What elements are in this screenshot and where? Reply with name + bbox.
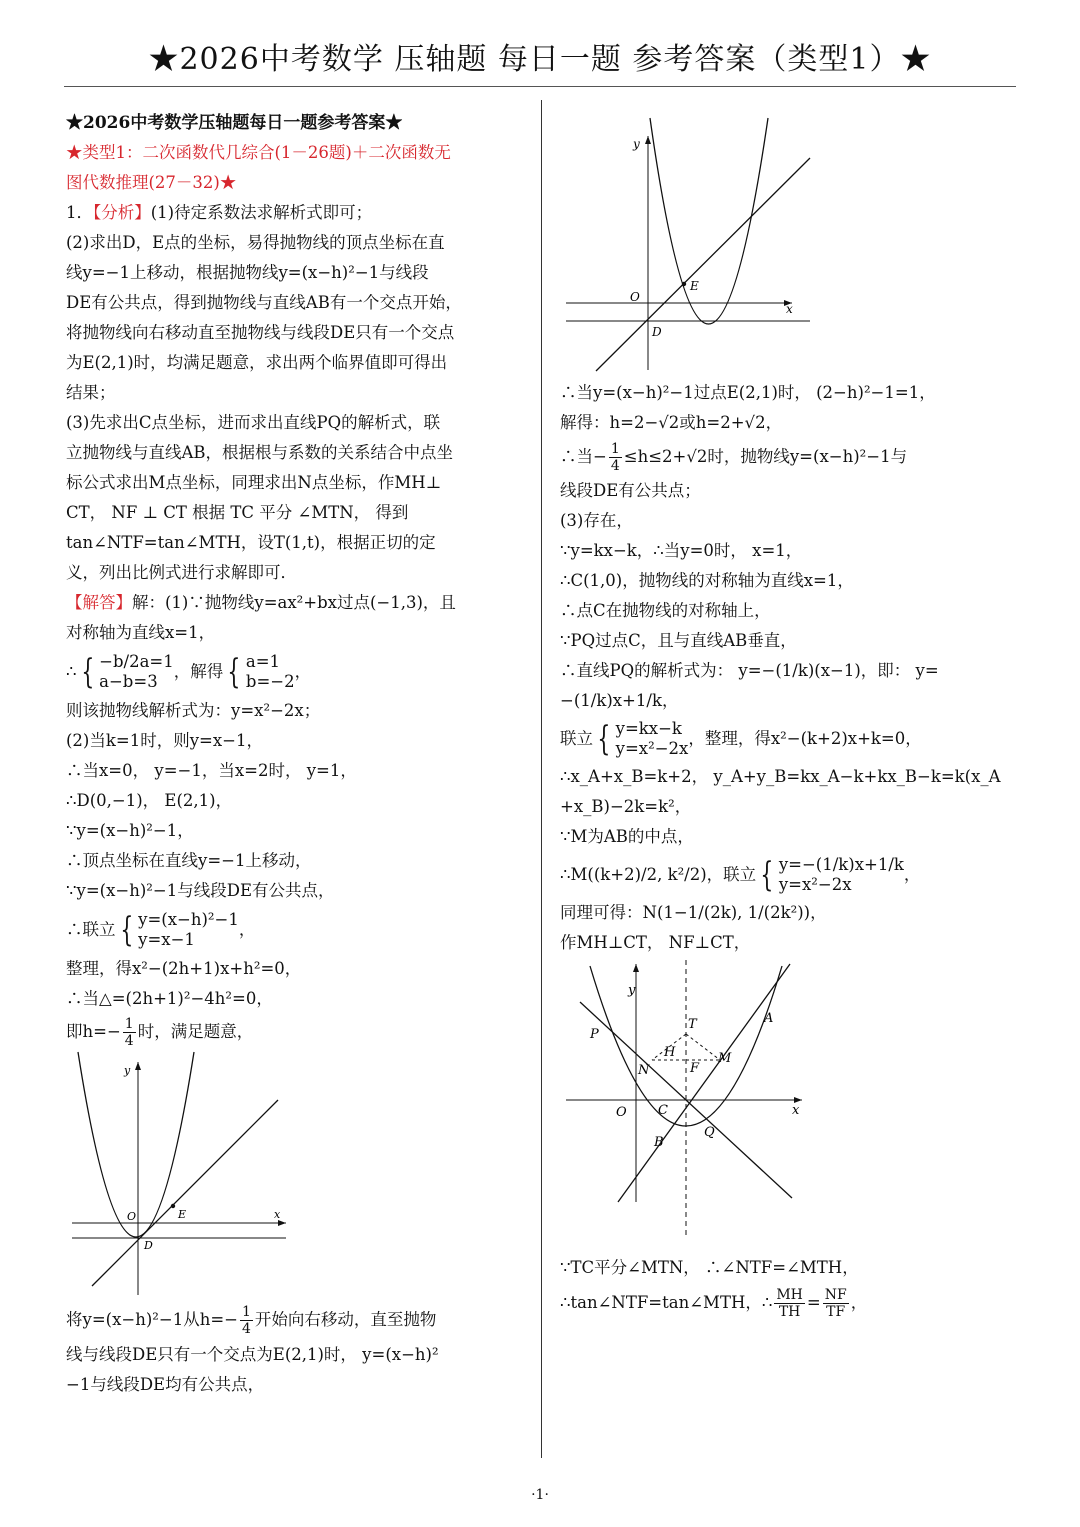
page-title: ★2026中考数学 压轴题 每日一题 参考答案（类型1）★ (148, 42, 932, 77)
answer-heading: ★2026中考数学压轴题每日一题参考答案★ (66, 113, 403, 133)
tan-prefix: ∴tan∠NTF=tan∠MTH，∴ (560, 1293, 773, 1312)
solution-text: 解：(1)∵抛物线y=ax²+bx过点(−1,3)，且 (132, 593, 456, 612)
h-value-line (66, 1014, 524, 1050)
tan-line (560, 1283, 1020, 1323)
analysis-p2-line: 线y=−1上移动，根据抛物线y=(x−h)²−1与线段 (66, 263, 429, 282)
equation-system (116, 910, 239, 950)
figure-3-graph (560, 958, 820, 1253)
point-e (682, 282, 686, 286)
r3-suffix: ≤h≤2+√2时，抛物线y=(x−h)²−1与 (623, 447, 908, 466)
part3-line: ∵PQ过点C，且与直线AB垂直， (560, 631, 797, 650)
line-de (596, 158, 810, 371)
fraction-denominator: 4 (124, 1032, 134, 1049)
move-line-3: −1与线段DE均有公共点， (66, 1375, 265, 1394)
equals-sign: = (806, 1293, 821, 1312)
r4-line: 线段DE有公共点； (560, 481, 701, 500)
system-row: y=x−1 (138, 930, 195, 949)
solution-system (223, 652, 294, 692)
system-row: y=−(1/k)x+1/k (778, 855, 904, 874)
label-y: y (124, 1064, 131, 1077)
fraction (823, 1287, 849, 1320)
lian-line (560, 716, 1020, 762)
m-coord-line (560, 852, 1020, 898)
parabola (650, 118, 768, 324)
right-column (560, 108, 1020, 1323)
page-number: ·1· (531, 1487, 549, 1503)
punct: ， (903, 865, 921, 884)
figure-2-graph (560, 108, 820, 378)
fraction-numerator: 1 (610, 440, 620, 457)
simplify-line: 整理，得x²−(2h+1)x+h²=0， (66, 959, 302, 978)
analysis-tag: 【分析】 (93, 203, 151, 222)
lian-text: 联立 (560, 729, 593, 748)
fraction-numerator: 1 (124, 1015, 134, 1032)
midpoint-line: ∵M为AB的中点， (560, 827, 694, 846)
fraction (123, 1016, 136, 1049)
label-a: A (764, 1011, 774, 1026)
left-column (66, 108, 524, 1400)
label-e: E (690, 279, 699, 293)
r3-line (560, 438, 1020, 476)
punct: ， (850, 1293, 868, 1312)
move-line-2: 线与线段DE只有一个交点为E(2,1)时， y=(x−h)² (66, 1345, 439, 1364)
label-y: y (628, 983, 636, 998)
analysis-p3-line: 立抛物线与直线AB，根据根与系数的关系结合中点坐 (66, 443, 454, 462)
analysis-text: (1)待定系数法求解析式即可； (150, 203, 373, 222)
type-line-1: ★类型1：二次函数代几综合(1－26题)＋二次函数无 (66, 143, 451, 162)
analysis-p3-line: 标公式求出M点坐标，同理求出N点坐标，作MH⊥ (66, 473, 442, 492)
punct: ， (294, 662, 312, 681)
type-line-2: 图代数推理(27－32)★ (66, 173, 237, 192)
problem-number: 1． (66, 203, 93, 222)
brace-symbol: { (760, 855, 774, 895)
r3-prefix: ∴当− (560, 447, 607, 466)
lian-suffix: ，整理，得x²−(k+2)x+k=0， (688, 729, 922, 748)
analysis-p3-line: (3)先求出C点坐标，进而求出直线PQ的解析式，联 (66, 413, 441, 432)
pq-line-1: ∴直线PQ的解析式为： y=−(1/k)(x−1)，即： y= (560, 661, 939, 680)
label-x: x (792, 1103, 800, 1118)
step-line: ∴D(0,−1)， E(2,1)， (66, 791, 233, 810)
system-row: a−b=3 (99, 672, 158, 691)
solution-line-2: 对称轴为直线x=1， (66, 623, 216, 642)
h-value-prefix: 即h=− (66, 1022, 121, 1041)
point-e (171, 1204, 175, 1208)
delta-line: ∴当△=(2h+1)²−4h²=0， (66, 989, 273, 1008)
label-q: Q (704, 1125, 715, 1140)
label-t: T (688, 1017, 697, 1032)
label-x: x (786, 302, 793, 316)
analysis-p2-line: 将抛物线向右移动直至抛物线与线段DE只有一个交点 (66, 323, 455, 342)
fraction (774, 1287, 805, 1320)
label-m: M (718, 1051, 732, 1066)
fraction-numerator: 1 (242, 1303, 251, 1320)
column-divider (541, 100, 542, 1458)
figure-2 (560, 108, 1020, 378)
system-row: y=kx−k (615, 719, 682, 738)
system-row: a=1 (245, 652, 281, 671)
move-line (66, 1300, 524, 1340)
figure-3 (560, 958, 1020, 1253)
therefore-symbol: ∴ (66, 662, 77, 681)
parabola-equation: 则该抛物线解析式为：y=x²−2x； (66, 701, 321, 720)
punct: ， (238, 920, 256, 939)
system-row: −b/2a=1 (99, 652, 174, 671)
label-e: E (178, 1208, 187, 1221)
combine-text: ∴联立 (66, 920, 116, 939)
n-coord-line: 同理可得：N(1−1/(2k), 1/(2k²))， (560, 903, 827, 922)
part3-line: ∴点C在抛物线的对称轴上， (560, 601, 771, 620)
label-d: D (652, 325, 662, 339)
system-row: y=x²−2x (778, 875, 852, 894)
solution-tag: 【解答】 (66, 593, 132, 612)
label-o: O (630, 290, 640, 304)
step-line: ∴顶点坐标在直线y=−1上移动， (66, 851, 312, 870)
step-line: ∵y=(x−h)²−1， (66, 821, 194, 840)
part3-line: (3)存在， (560, 511, 633, 530)
fraction-denominator: TF (826, 1303, 846, 1320)
sum-line-2: +x_B)−2k=k²， (560, 797, 692, 816)
equation-system (77, 652, 174, 692)
label-b: B (654, 1135, 664, 1150)
analysis-p3-line: tan∠NTF=tan∠MTH，设T(1,t)，根据正切的定 (66, 533, 436, 552)
segment-tm (686, 1034, 720, 1060)
label-p: P (590, 1027, 599, 1042)
step-line: (2)当k=1时，则y=x−1， (66, 731, 263, 750)
analysis-p3-line: CT， NF ⊥ CT 根据 TC 平分 ∠MTN， 得到 (66, 503, 409, 522)
h-value-suffix: 时，满足题意， (137, 1022, 254, 1041)
analysis-line (66, 198, 524, 228)
figure-1-graph (66, 1050, 306, 1300)
brace-symbol: { (80, 652, 94, 692)
analysis-p3-line: 义，列出比例式进行求解即可． (66, 563, 297, 582)
brace-symbol: { (119, 910, 133, 950)
pq-line-2: −(1/k)x+1/k， (560, 691, 679, 710)
system-row: b=−2 (245, 672, 295, 691)
brace-symbol: { (227, 652, 241, 692)
move-suffix: 开始向右移动，直至抛物 (254, 1310, 437, 1329)
move-prefix: 将y=(x−h)²−1从h=− (66, 1310, 238, 1329)
label-n: N (638, 1063, 650, 1078)
m-coord-text: ∴M((k+2)/2, k²/2)，联立 (560, 865, 757, 884)
r1-line: ∴当y=(x−h)²−1过点E(2,1)时， (2−h)²−1=1， (560, 383, 936, 402)
equation-system (593, 719, 688, 759)
equation-system (756, 855, 904, 895)
solution-line (66, 588, 524, 618)
tc-line: ∵TC平分∠MTN， ∴∠NTF=∠MTH， (560, 1258, 859, 1277)
analysis-p2-line: 结果； (66, 383, 116, 402)
label-o: O (127, 1210, 137, 1223)
analysis-p2-line: (2)求出D，E点的坐标，易得抛物线的顶点坐标在直 (66, 233, 445, 252)
perp-line: 作MH⊥CT， NF⊥CT， (560, 933, 751, 952)
sum-line-1: ∴x_A+x_B=k+2， y_A+y_B=kx_A−k+kx_B−k=k(x_A (560, 767, 1001, 786)
line-de (92, 1100, 278, 1286)
solve-text: ，解得 (173, 662, 224, 681)
y-axis-arrow (633, 964, 639, 972)
fraction (609, 441, 622, 474)
fraction-denominator: 4 (610, 457, 620, 474)
label-y: y (633, 137, 640, 151)
equation-system-line (66, 648, 524, 696)
combine-line (66, 906, 524, 954)
fraction-denominator: 4 (242, 1320, 251, 1337)
fraction-numerator: MH (776, 1286, 803, 1303)
y-axis-arrow (135, 1062, 141, 1070)
analysis-p2-line: DE有公共点，得到抛物线与直线AB有一个交点开始， (66, 293, 462, 312)
line-ab (618, 964, 790, 1202)
analysis-p2-line: 为E(2,1)时，均满足题意，求出两个临界值即可得出 (66, 353, 448, 372)
fraction (240, 1304, 253, 1337)
fraction-denominator: TH (778, 1303, 801, 1320)
label-o: O (616, 1105, 627, 1120)
label-x: x (274, 1208, 281, 1221)
label-c: C (658, 1103, 668, 1118)
y-axis-arrow (645, 136, 651, 144)
system-row: y=x²−2x (615, 739, 689, 758)
figure-1 (66, 1050, 524, 1300)
label-h: H (664, 1045, 676, 1060)
part3-line: ∴C(1,0)，抛物线的对称轴为直线x=1， (560, 571, 854, 590)
part3-line: ∵y=kx−k，∴当y=0时， x=1， (560, 541, 803, 560)
title-divider (64, 86, 1016, 87)
r2-line: 解得：h=2−√2或h=2+√2， (560, 413, 783, 432)
system-row: y=(x−h)²−1 (138, 910, 239, 929)
label-f: F (690, 1061, 700, 1076)
step-line: ∴当x=0， y=−1，当x=2时， y=1， (66, 761, 357, 780)
step-line: ∵y=(x−h)²−1与线段DE有公共点， (66, 881, 335, 900)
brace-symbol: { (597, 719, 611, 759)
label-d: D (144, 1239, 153, 1252)
fraction-numerator: NF (824, 1286, 847, 1303)
